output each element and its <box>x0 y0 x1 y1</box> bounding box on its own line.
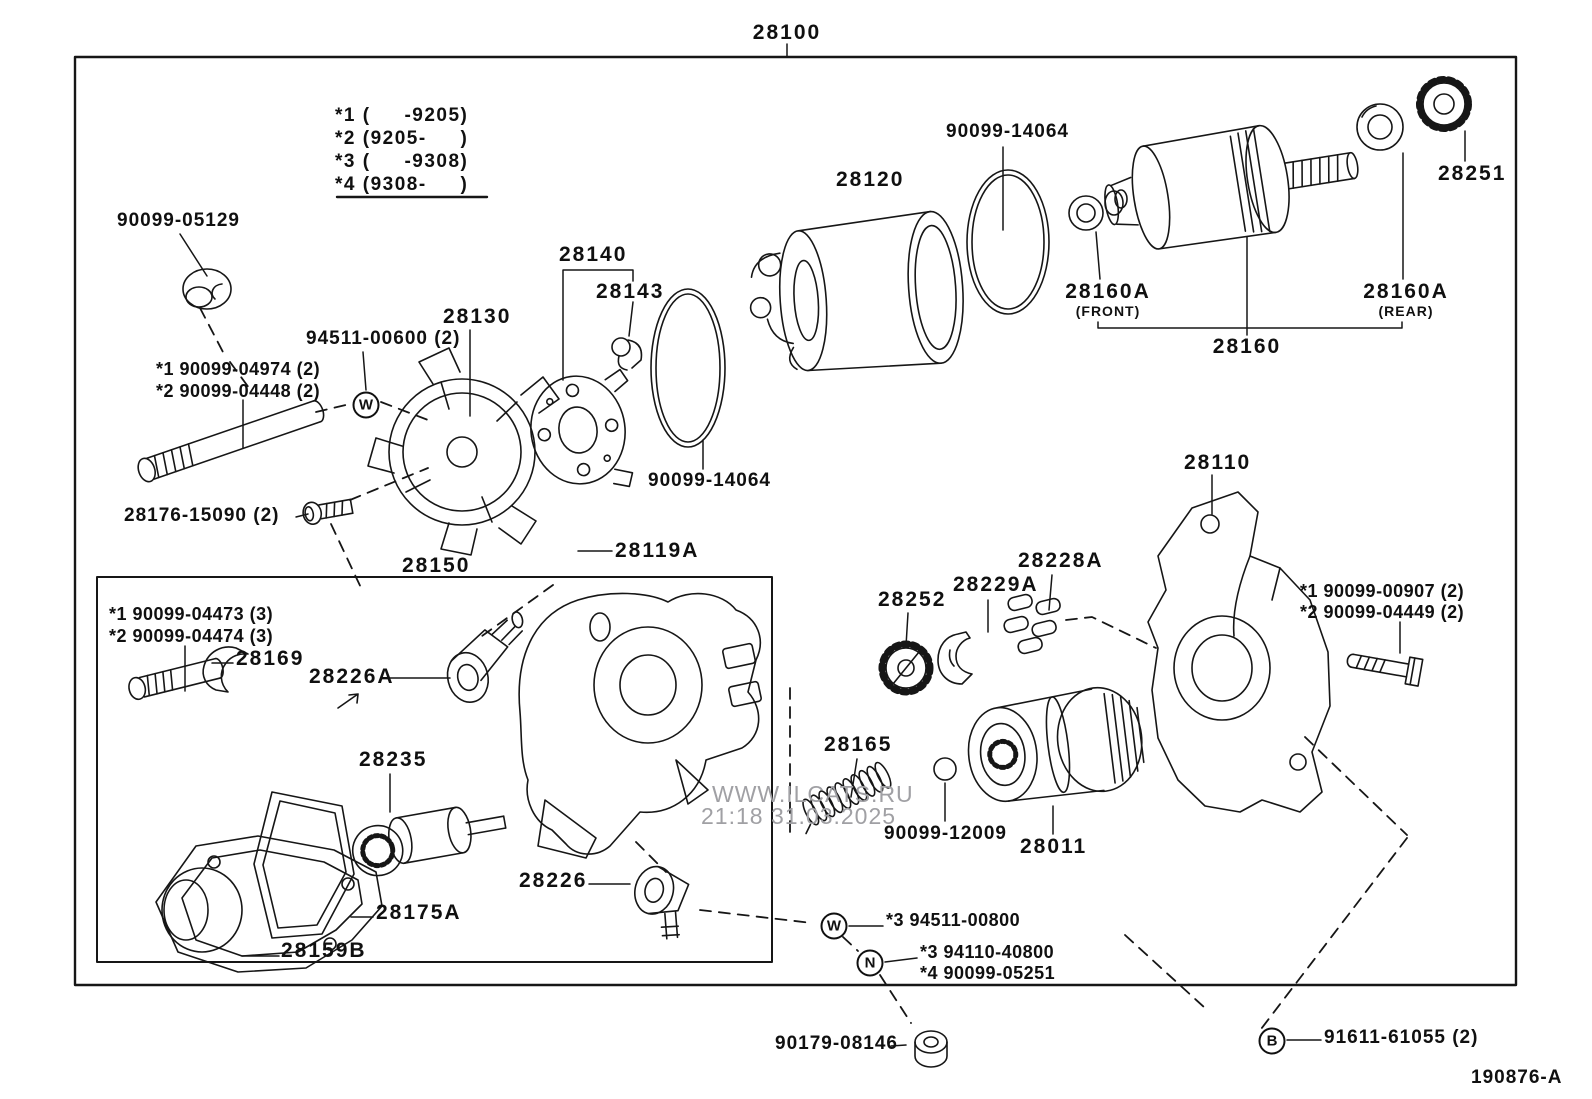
callout-note-04448: *2 90099-04448 (2) <box>156 381 321 401</box>
callout-90099-14064-top: 90099-14064 <box>946 121 1069 142</box>
callout-28169: 28169 <box>236 647 305 670</box>
callout-90099-14064-mid: 90099-14064 <box>648 470 771 491</box>
callout-90099-05129: 90099-05129 <box>117 210 240 231</box>
callout-28228A: 28228A <box>1018 549 1104 572</box>
production-date-legend <box>335 104 468 196</box>
callout-28143: 28143 <box>596 280 665 303</box>
callout-note-40800: *3 94110-40800 <box>920 942 1055 962</box>
callout-28130: 28130 <box>443 305 512 328</box>
callout-note-04474: *2 90099-04474 (3) <box>109 626 274 646</box>
callout-28100: 28100 <box>752 21 822 44</box>
callout-28226: 28226 <box>519 869 588 892</box>
callout-28110: 28110 <box>1184 451 1252 474</box>
callout-28252: 28252 <box>878 588 947 611</box>
legend-row-3: *3 ( -9308) <box>335 151 469 172</box>
circled-n: N <box>857 950 884 977</box>
callout-28159B: 28159B <box>281 939 367 962</box>
callout-28160: 28160 <box>1212 335 1282 358</box>
watermark-timestamp: 21:18 31.03.2025 <box>701 803 897 829</box>
callout-28165: 28165 <box>824 733 893 756</box>
circled-w-upper: W <box>353 392 380 419</box>
callout-28176-15090: 28176-15090 (2) <box>124 505 280 526</box>
callout-rear-caption: (REAR) <box>1378 303 1434 319</box>
callout-note-04473: *1 90099-04473 (3) <box>109 604 274 624</box>
callout-28160A-rear: 28160A <box>1363 280 1449 303</box>
callout-28140: 28140 <box>559 243 628 266</box>
callout-28119A: 28119A <box>615 539 700 562</box>
callout-28120: 28120 <box>836 168 905 191</box>
callout-94511-00600: 94511-00600 (2) <box>306 328 461 349</box>
callout-28150: 28150 <box>402 554 471 577</box>
circled-w-lower: W <box>821 913 848 940</box>
callout-28235: 28235 <box>359 748 428 771</box>
callout-front-caption: (FRONT) <box>1075 303 1141 319</box>
callout-note-04449: *2 90099-04449 (2) <box>1300 602 1465 622</box>
callout-note-00800: *3 94511-00800 <box>886 910 1021 930</box>
legend-row-1: *1 ( -9205) <box>335 105 469 126</box>
callout-28251: 28251 <box>1438 162 1507 185</box>
callout-note-05251: *4 90099-05251 <box>920 963 1056 983</box>
legend-row-4: *4 (9308- ) <box>335 174 469 195</box>
callout-28226A: 28226A <box>309 665 395 688</box>
callout-90179-08146: 90179-08146 <box>775 1033 898 1054</box>
callout-figure-code: 190876-A <box>1471 1067 1563 1088</box>
callout-28175A: 28175A <box>376 901 462 924</box>
legend-row-2: *2 (9205- ) <box>335 128 469 149</box>
callout-note-00907: *1 90099-00907 (2) <box>1300 581 1465 601</box>
callout-28160A-front: 28160A <box>1065 280 1151 303</box>
watermark-site: WWW.ILCATS.RU <box>712 781 914 807</box>
callout-note-04974: *1 90099-04974 (2) <box>156 359 321 379</box>
circled-b: B <box>1259 1028 1286 1055</box>
callout-28011: 28011 <box>1020 835 1088 858</box>
callout-28229A: 28229A <box>953 573 1039 596</box>
callout-90099-12009: 90099-12009 <box>884 823 1007 844</box>
callout-91611-61055: 91611-61055 (2) <box>1324 1027 1479 1048</box>
